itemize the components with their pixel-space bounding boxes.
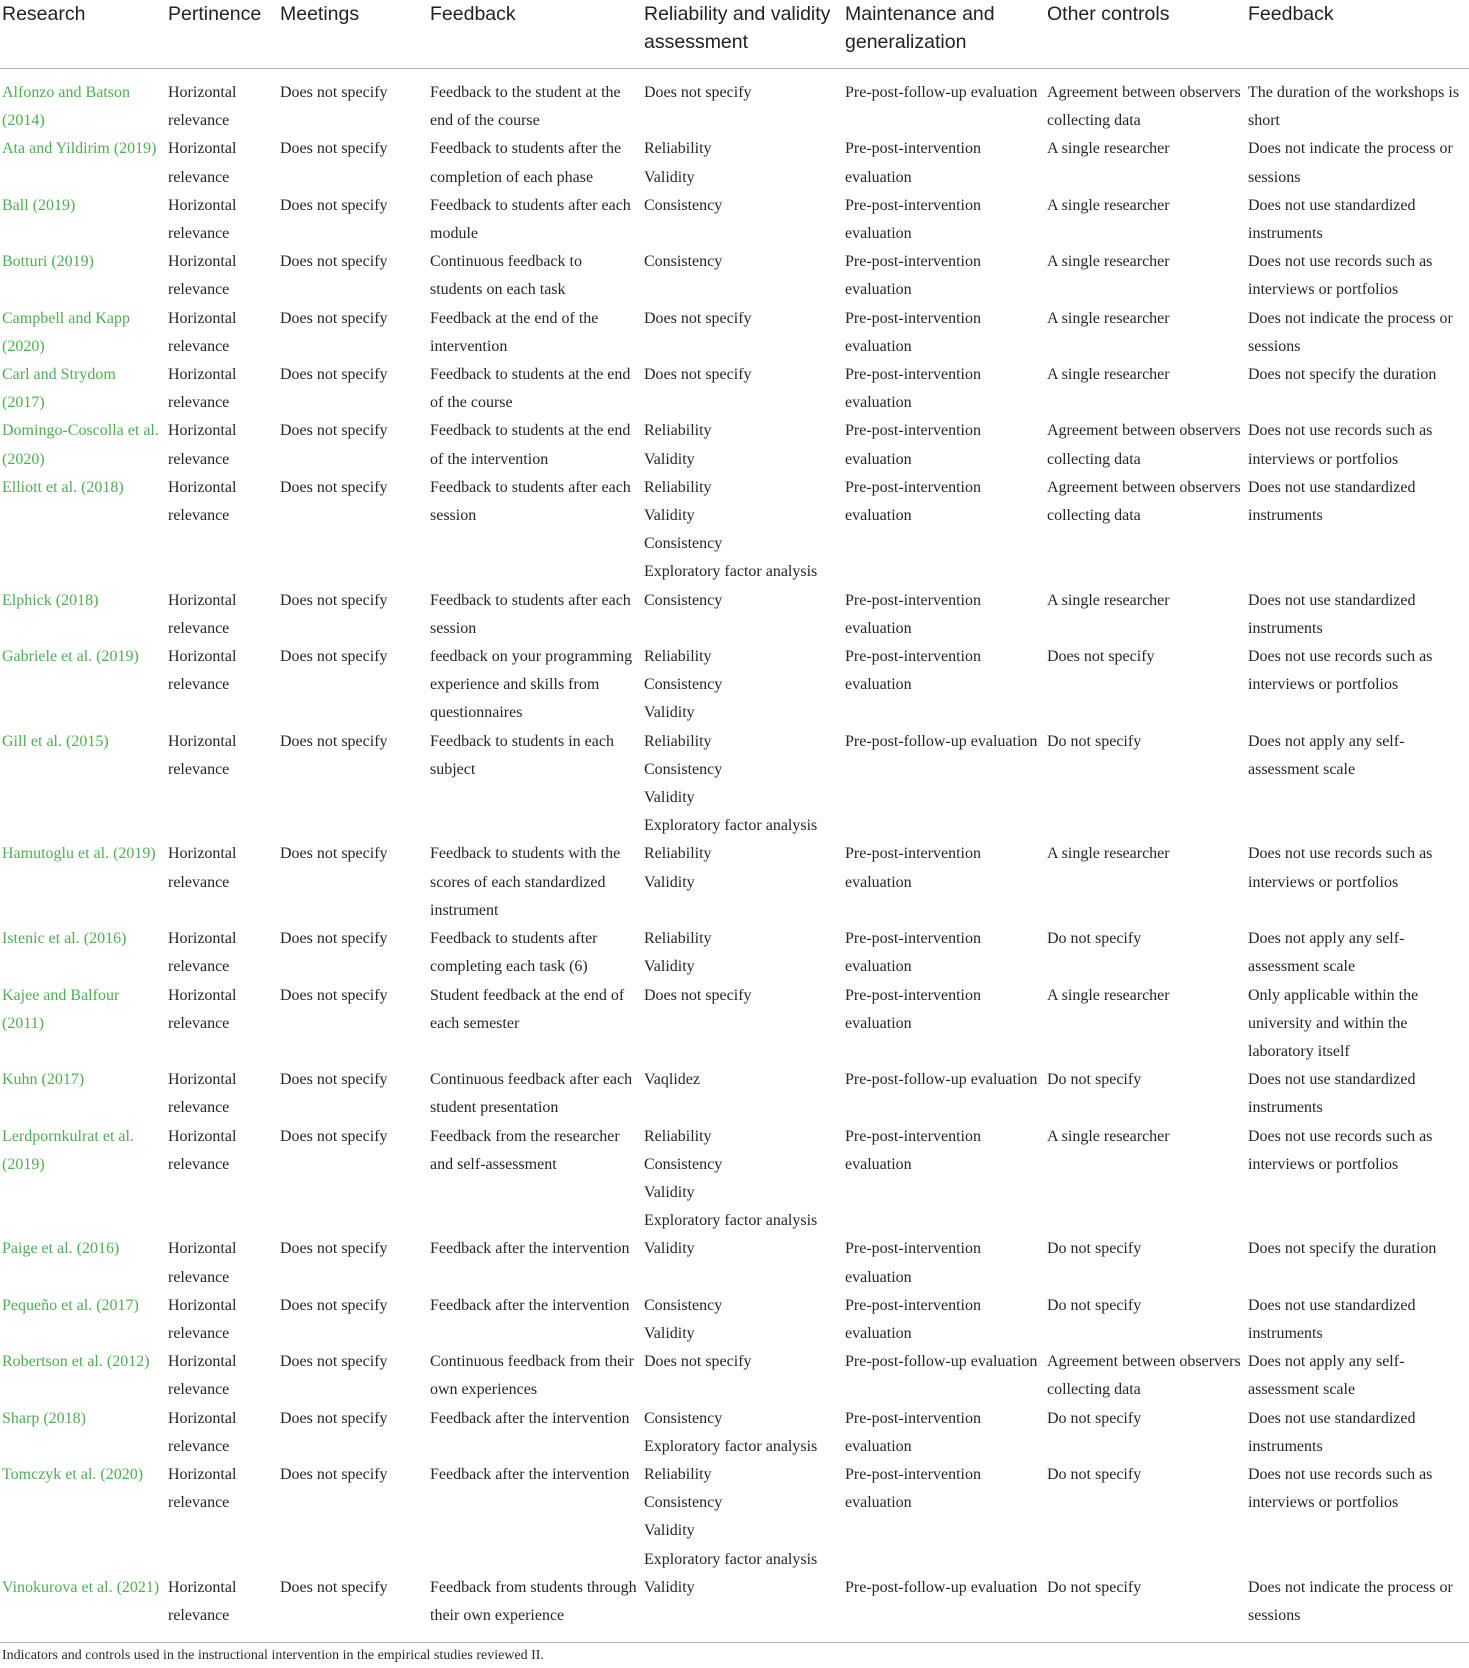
cell-pertinence: Horizontal relevance [168, 1465, 237, 1512]
cell-research[interactable]: Pequeño et al. (2017) [2, 1296, 139, 1314]
header-feedback: Feedback [428, 0, 642, 69]
reliability-item: Validity [644, 1183, 695, 1201]
cell-reliability [642, 417, 843, 473]
reliability-item: Vaqlidez [644, 1071, 700, 1089]
table-row [0, 361, 1469, 417]
cell-pertinence: Horizontal relevance [168, 366, 237, 412]
cell-maintenance: Pre-post-follow-up evaluation [843, 1574, 1045, 1643]
header-research: Research [0, 0, 166, 69]
cell-other-controls: A single researcher [1047, 140, 1170, 158]
cell-meetings: Does not specify [280, 422, 388, 440]
header-feedback-limitations: Feedback [1246, 0, 1469, 69]
cell-meetings: Does not specify [280, 845, 388, 863]
cell-maintenance: Pre-post-intervention evaluation [845, 986, 981, 1032]
cell-meetings: Does not specify [280, 986, 388, 1004]
cell-maintenance: Pre-post-follow-up evaluation [845, 1071, 1038, 1089]
cell-meetings: Does not specify [280, 732, 388, 750]
cell-feedback: feedback on your programming experience and skills from questionnaires [430, 648, 633, 722]
cell-maintenance: Pre-post-follow-up evaluation [845, 84, 1038, 101]
cell-reliability [642, 305, 843, 361]
reliability-item: Exploratory factor analysis [644, 1550, 818, 1568]
reliability-item: Validity [644, 1578, 695, 1596]
header-reliability-validity: Reliability and validity assessment [642, 0, 843, 69]
cell-feedback: Feedback after the intervention [430, 1296, 630, 1314]
cell-maintenance: Pre-post-intervention evaluation [845, 591, 981, 637]
cell-pertinence: Horizontal relevance [168, 648, 237, 694]
cell-pertinence: Horizontal relevance [168, 478, 237, 525]
header-maintenance-generalization: Maintenance and generalization [843, 0, 1045, 69]
cell-research[interactable]: Kuhn (2017) [2, 1071, 85, 1089]
cell-other-controls: A single researcher [1047, 591, 1170, 609]
cell-meetings: Does not specify [280, 366, 388, 384]
reliability-item: Consistency [644, 253, 723, 271]
cell-feedback-limitations: Only applicable within the university and within the laboratory itself [1248, 986, 1419, 1060]
cell-reliability [642, 1574, 843, 1643]
cell-other-controls: A single researcher [1047, 845, 1170, 863]
cell-reliability [642, 728, 843, 841]
reliability-item: Exploratory factor analysis [644, 563, 818, 581]
cell-other-controls: Do not specify [1047, 732, 1142, 750]
cell-pertinence: Horizontal relevance [168, 1353, 237, 1399]
cell-feedback: Continuous feedback to students on each task [430, 253, 582, 299]
cell-pertinence: Horizontal relevance [168, 1409, 237, 1455]
cell-research[interactable]: Istenic et al. (2016) [2, 930, 127, 948]
table-row [0, 1235, 1469, 1291]
reliability-item: Does not specify [644, 1353, 752, 1371]
reliability-item: Exploratory factor analysis [644, 817, 818, 835]
cell-research[interactable]: Paige et al. (2016) [2, 1240, 120, 1258]
cell-feedback-limitations: Does not use standardized instruments [1248, 1296, 1416, 1342]
cell-maintenance: Pre-post-intervention evaluation [845, 1296, 981, 1342]
cell-meetings: Does not specify [280, 648, 388, 666]
cell-research[interactable]: Vinokurova et al. (2021) [0, 1574, 166, 1643]
table-row [0, 925, 1469, 981]
reliability-item: Reliability [644, 1127, 712, 1145]
cell-feedback-limitations: Does not use records such as interviews or portfolios [1248, 1465, 1433, 1512]
cell-maintenance: Pre-post-intervention evaluation [845, 1127, 981, 1173]
cell-other-controls: A single researcher [1047, 196, 1170, 214]
reliability-item: Validity [644, 873, 695, 891]
cell-maintenance: Pre-post-intervention evaluation [845, 309, 981, 355]
cell-maintenance: Pre-post-intervention evaluation [845, 648, 981, 694]
cell-pertinence: Horizontal relevance [168, 845, 237, 891]
cell-other-controls: Agreement between observers collecting data [1047, 1353, 1241, 1399]
cell-pertinence: Horizontal relevance [166, 1574, 278, 1643]
reliability-item: Consistency [644, 760, 723, 778]
reliability-item: Reliability [644, 140, 712, 158]
cell-other-controls: Do not specify [1045, 1574, 1246, 1643]
cell-reliability [642, 1123, 843, 1236]
cell-other-controls: A single researcher [1047, 1127, 1170, 1145]
reliability-item: Reliability [644, 1465, 712, 1483]
cell-maintenance: Pre-post-intervention evaluation [845, 930, 981, 976]
reliability-item: Reliability [644, 478, 712, 496]
cell-feedback: Feedback to students after each module [430, 196, 631, 243]
cell-other-controls: Agreement between observers collecting data [1047, 422, 1241, 468]
cell-feedback-limitations: Does not use records such as interviews or portfolios [1248, 648, 1433, 694]
cell-other-controls: Do not specify [1047, 1240, 1142, 1258]
cell-other-controls: A single researcher [1047, 986, 1170, 1004]
cell-reliability [642, 135, 843, 191]
cell-feedback: Feedback to students at the end of the intervention [430, 422, 631, 468]
table-row [0, 1461, 1469, 1574]
table-row [0, 587, 1469, 643]
reliability-item: Validity [644, 168, 695, 186]
reliability-item: Reliability [644, 732, 712, 750]
cell-reliability [642, 587, 843, 643]
cell-reliability [642, 1348, 843, 1404]
cell-pertinence: Horizontal relevance [168, 1127, 237, 1173]
cell-research[interactable]: Gabriele et al. (2019) [2, 648, 139, 666]
reliability-item: Does not specify [644, 84, 752, 101]
cell-research[interactable]: Gill et al. (2015) [2, 732, 109, 750]
cell-other-controls: Does not specify [1047, 648, 1155, 666]
reliability-item: Consistency [644, 196, 723, 214]
cell-feedback-limitations: Does not apply any self-assessment scale [1248, 1353, 1405, 1399]
cell-meetings: Does not specify [280, 253, 388, 271]
cell-maintenance: Pre-post-intervention evaluation [845, 422, 981, 468]
reliability-item: Validity [644, 958, 695, 976]
header-other-controls: Other controls [1045, 0, 1246, 69]
cell-meetings: Does not specify [280, 1465, 388, 1483]
cell-other-controls: Do not specify [1047, 1296, 1142, 1314]
table-row [0, 1123, 1469, 1236]
cell-feedback: Feedback to students after completing each task (6) [430, 930, 598, 976]
cell-reliability [642, 474, 843, 587]
cell-pertinence: Horizontal relevance [168, 309, 237, 355]
reliability-item: Validity [644, 1240, 695, 1258]
cell-maintenance: Pre-post-intervention evaluation [845, 478, 981, 525]
cell-feedback: Feedback after the intervention [430, 1465, 630, 1483]
cell-other-controls: Do not specify [1047, 1465, 1142, 1483]
table-caption: Indicators and controls used in the instructional intervention in the empirical studies reviewed II. [2, 1648, 544, 1663]
cell-meetings: Does not specify [278, 1574, 428, 1643]
cell-pertinence: Horizontal relevance [168, 732, 237, 778]
table-row [0, 1292, 1469, 1348]
cell-other-controls: A single researcher [1047, 253, 1170, 271]
cell-feedback-limitations: Does not use records such as interviews or portfolios [1248, 845, 1433, 891]
cell-research[interactable]: Elphick (2018) [2, 591, 99, 609]
cell-research[interactable]: Botturi (2019) [2, 253, 94, 271]
cell-feedback-limitations: The duration of the workshops is short [1248, 84, 1460, 130]
cell-meetings: Does not specify [280, 478, 388, 496]
table-row [0, 840, 1469, 925]
reliability-item: Validity [644, 450, 695, 468]
cell-reliability [642, 982, 843, 1067]
reliability-item: Exploratory factor analysis [644, 1212, 818, 1230]
cell-other-controls: Agreement between observers collecting data [1047, 84, 1241, 130]
cell-research[interactable]: Campbell and Kapp (2020) [2, 309, 130, 355]
cell-research[interactable]: Robertson et al. (2012) [2, 1353, 150, 1371]
table-header [0, 0, 1469, 69]
cell-maintenance: Pre-post-intervention evaluation [845, 1409, 981, 1455]
cell-research[interactable]: Lerdpornkulrat et al. (2019) [2, 1127, 134, 1173]
table-row [0, 135, 1469, 191]
cell-pertinence: Horizontal relevance [168, 1240, 237, 1286]
table-row [0, 1066, 1469, 1122]
reliability-item: Consistency [644, 535, 723, 553]
cell-other-controls: A single researcher [1047, 309, 1170, 327]
cell-feedback: Feedback after the intervention [430, 1240, 630, 1258]
cell-feedback: Feedback from the researcher and self-assessment [430, 1127, 620, 1173]
cell-feedback-limitations: Does not indicate the process or sessions [1246, 1574, 1469, 1643]
cell-research[interactable]: Carl and Strydom (2017) [2, 366, 116, 412]
cell-feedback: Feedback after the intervention [430, 1409, 630, 1427]
cell-meetings: Does not specify [280, 1353, 388, 1371]
cell-feedback: Feedback to students in each subject [430, 732, 614, 778]
table-row [0, 728, 1469, 841]
cell-pertinence: Horizontal relevance [168, 986, 237, 1032]
cell-maintenance: Pre-post-intervention evaluation [845, 253, 981, 299]
cell-pertinence: Horizontal relevance [168, 1296, 237, 1342]
cell-meetings: Does not specify [280, 1240, 388, 1258]
cell-maintenance: Pre-post-follow-up evaluation [845, 732, 1038, 750]
cell-reliability [642, 840, 843, 925]
cell-research[interactable]: Domingo-Coscolla et al. (2020) [2, 422, 159, 468]
table-row [0, 643, 1469, 728]
reliability-item: Reliability [644, 648, 712, 666]
reliability-item: Does not specify [644, 986, 752, 1004]
cell-meetings: Does not specify [280, 84, 388, 101]
reliability-item: Validity [644, 1324, 695, 1342]
cell-research[interactable]: Ata and Yildirim (2019) [2, 140, 157, 158]
cell-reliability [642, 1292, 843, 1348]
cell-pertinence: Horizontal relevance [168, 253, 237, 299]
table-row [0, 305, 1469, 361]
cell-meetings: Does not specify [280, 1409, 388, 1427]
cell-pertinence: Horizontal relevance [168, 591, 237, 637]
reliability-item: Does not specify [644, 309, 752, 327]
cell-meetings: Does not specify [280, 591, 388, 609]
cell-pertinence: Horizontal relevance [168, 196, 237, 243]
table-row [0, 192, 1469, 248]
table-row [0, 248, 1469, 304]
cell-research[interactable]: Alfonzo and Batson (2014) [2, 84, 130, 130]
cell-feedback-limitations: Does not use standardized instruments [1248, 1409, 1416, 1455]
cell-reliability [642, 925, 843, 981]
cell-other-controls: Agreement between observers collecting data [1047, 478, 1241, 525]
cell-reliability [642, 361, 843, 417]
table-row [0, 982, 1469, 1067]
reliability-item: Does not specify [644, 366, 752, 384]
cell-research[interactable]: Sharp (2018) [2, 1409, 86, 1427]
cell-pertinence: Horizontal relevance [168, 1071, 237, 1117]
reliability-item: Consistency [644, 676, 723, 694]
reliability-item: Reliability [644, 930, 712, 948]
cell-feedback-limitations: Does not apply any self-assessment scale [1248, 930, 1405, 976]
reliability-item: Consistency [644, 1296, 723, 1314]
cell-meetings: Does not specify [280, 309, 388, 327]
cell-feedback-limitations: Does not apply any self-assessment scale [1248, 732, 1405, 778]
cell-reliability [642, 1066, 843, 1122]
cell-other-controls: A single researcher [1047, 366, 1170, 384]
cell-pertinence: Horizontal relevance [168, 140, 237, 186]
cell-reliability [642, 1235, 843, 1291]
cell-other-controls: Do not specify [1047, 1071, 1142, 1089]
reliability-item: Reliability [644, 422, 712, 440]
cell-feedback: Feedback to students at the end of the course [430, 366, 631, 412]
cell-feedback-limitations: Does not use standardized instruments [1248, 1071, 1416, 1117]
cell-feedback: Feedback at the end of the intervention [430, 309, 599, 355]
reliability-item: Consistency [644, 1494, 723, 1512]
cell-feedback-limitations: Does not use records such as interviews or portfolios [1248, 1127, 1433, 1173]
cell-feedback-limitations: Does not indicate the process or sessions [1248, 140, 1453, 186]
cell-feedback-limitations: Does not specify the duration [1248, 1240, 1437, 1258]
reliability-item: Validity [644, 507, 695, 525]
cell-reliability [642, 1461, 843, 1574]
cell-maintenance: Pre-post-intervention evaluation [845, 366, 981, 412]
cell-feedback: Feedback from students through their own experience [428, 1574, 642, 1643]
cell-pertinence: Horizontal relevance [168, 930, 237, 976]
table-row [0, 1348, 1469, 1404]
cell-feedback-limitations: Does not use standardized instruments [1248, 591, 1416, 637]
cell-maintenance: Pre-post-intervention evaluation [845, 845, 981, 891]
cell-feedback-limitations: Does not use records such as interviews or portfolios [1248, 422, 1433, 468]
cell-feedback-limitations: Does not specify the duration [1248, 366, 1437, 384]
cell-reliability [642, 643, 843, 728]
header-pertinence: Pertinence [166, 0, 278, 69]
cell-feedback-limitations: Does not indicate the process or sessions [1248, 309, 1453, 355]
cell-meetings: Does not specify [280, 1127, 388, 1145]
cell-maintenance: Pre-post-intervention evaluation [845, 1465, 981, 1512]
cell-feedback: Feedback to the student at the end of the course [430, 84, 621, 130]
reliability-item: Validity [644, 704, 695, 722]
cell-feedback: Continuous feedback from their own experiences [430, 1353, 634, 1399]
cell-feedback-limitations: Does not use standardized instruments [1248, 196, 1416, 243]
cell-maintenance: Pre-post-intervention evaluation [845, 140, 981, 186]
cell-research[interactable]: Ball (2019) [2, 196, 76, 214]
cell-maintenance: Pre-post-intervention evaluation [845, 1240, 981, 1286]
table-row [0, 69, 1469, 136]
table-row [0, 417, 1469, 473]
cell-research[interactable]: Hamutoglu et al. (2019) [2, 845, 156, 863]
header-row [0, 0, 1469, 69]
cell-reliability [642, 1405, 843, 1461]
table-row [0, 1574, 1469, 1643]
cell-meetings: Does not specify [280, 1296, 388, 1314]
cell-research[interactable]: Elliott et al. (2018) [2, 478, 124, 496]
cell-research[interactable]: Kajee and Balfour (2011) [2, 986, 120, 1032]
reliability-item: Validity [644, 789, 695, 807]
cell-reliability [642, 69, 843, 136]
cell-meetings: Does not specify [280, 140, 388, 158]
cell-feedback: Continuous feedback after each student presentation [430, 1071, 633, 1117]
cell-pertinence: Horizontal relevance [168, 84, 237, 130]
cell-other-controls: Do not specify [1047, 930, 1142, 948]
cell-feedback: Feedback to students after the completion of each phase [430, 140, 622, 186]
cell-feedback: Feedback to students after each session [430, 478, 631, 525]
cell-reliability [642, 192, 843, 248]
cell-maintenance: Pre-post-intervention evaluation [845, 196, 981, 243]
cell-other-controls: Do not specify [1047, 1409, 1142, 1427]
table-body [0, 69, 1469, 1643]
cell-feedback: Student feedback at the end of each semester [430, 986, 625, 1032]
reliability-item: Reliability [644, 845, 712, 863]
reliability-item: Consistency [644, 1409, 723, 1427]
reliability-item: Exploratory factor analysis [644, 1437, 818, 1455]
cell-reliability [642, 248, 843, 304]
reliability-item: Consistency [644, 1155, 723, 1173]
cell-maintenance: Pre-post-follow-up evaluation [845, 1353, 1038, 1371]
cell-meetings: Does not specify [280, 1071, 388, 1089]
table-row [0, 1405, 1469, 1461]
cell-feedback-limitations: Does not use standardized instruments [1248, 478, 1416, 525]
cell-feedback-limitations: Does not use records such as interviews or portfolios [1248, 253, 1433, 299]
reliability-item: Consistency [644, 591, 723, 609]
reliability-item: Validity [644, 1522, 695, 1540]
cell-feedback: Feedback to students after each session [430, 591, 631, 637]
cell-meetings: Does not specify [280, 930, 388, 948]
cell-meetings: Does not specify [280, 196, 388, 214]
header-meetings: Meetings [278, 0, 428, 69]
table-row [0, 474, 1469, 587]
cell-research[interactable]: Tomczyk et al. (2020) [2, 1465, 144, 1483]
cell-feedback: Feedback to students with the scores of each standardized instrument [430, 845, 621, 919]
cell-pertinence: Horizontal relevance [168, 422, 237, 468]
